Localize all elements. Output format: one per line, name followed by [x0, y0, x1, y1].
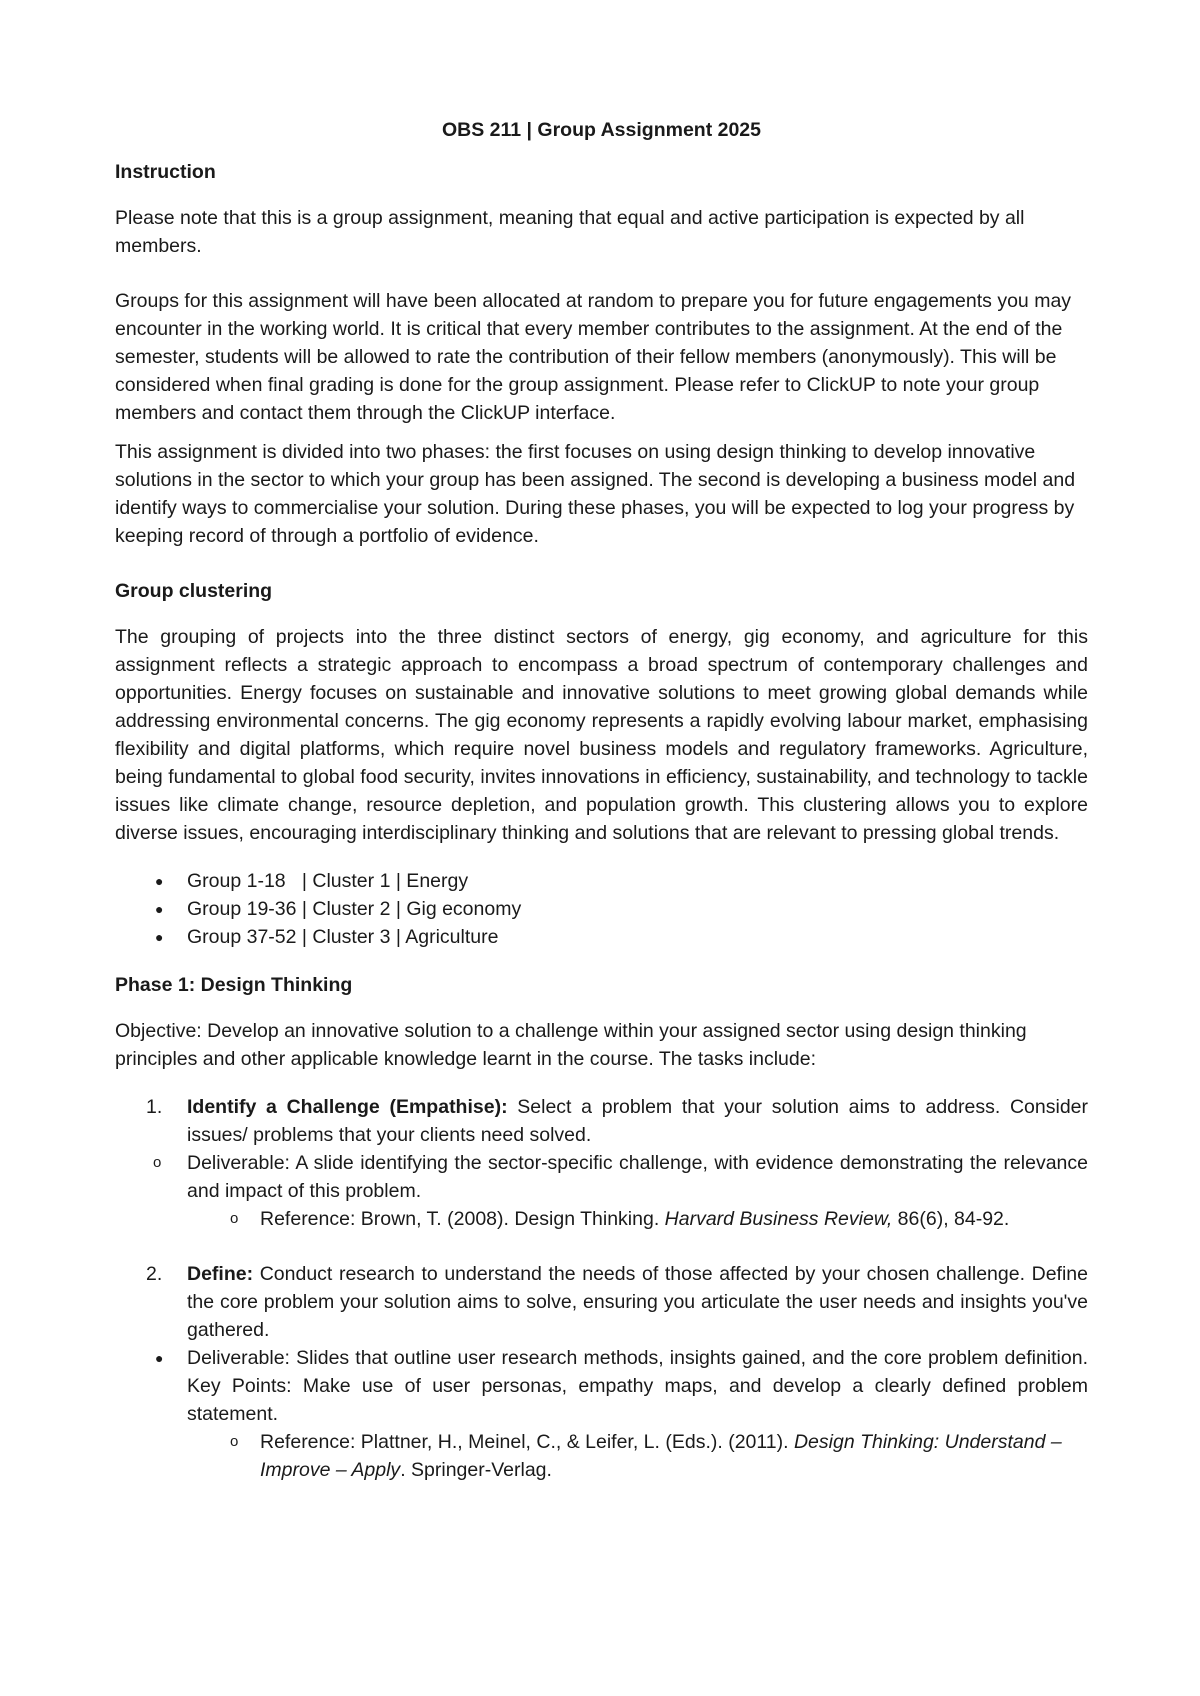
reference-suffix: 86(6), 84-92. — [892, 1208, 1010, 1230]
deliverable-item-1 — [115, 1149, 1088, 1205]
reference-book: Design Thinking: Understand – Improve – Apply — [260, 1431, 1062, 1481]
deliverable-label: Deliverable: — [187, 1347, 290, 1369]
reference-item-2 — [115, 1428, 1088, 1484]
reference-journal: Harvard Business Review, — [664, 1208, 893, 1230]
reference-text: Reference: Plattner, H., Meinel, C., & Leifer, L. (Eds.). (2011). — [260, 1431, 794, 1453]
reference-item-1 — [115, 1205, 1088, 1233]
item-number: 1. — [146, 1096, 163, 1118]
list-item: ● Group 1-18 | Cluster 1 | Energy — [115, 867, 1088, 895]
circle-bullet-icon: o — [153, 1154, 162, 1171]
bullet-icon: ● — [155, 873, 164, 889]
bullet-icon: ● — [155, 929, 164, 945]
reference-suffix: . Springer-Verlag. — [400, 1459, 552, 1481]
instruction-heading: Instruction — [115, 161, 216, 183]
circle-bullet-icon: o — [230, 1210, 239, 1227]
task-text: Conduct research to understand the needs of those affected by your chosen challenge. Define the core problem your solution aims to solve, ensuring you articulate the user needs and insights you've gathered. — [187, 1263, 1088, 1341]
task-item-1 — [115, 1093, 1088, 1149]
clustering-paragraph: The grouping of projects into the three distinct sectors of energy, gig economy, and agriculture for this assignment reflects a strategic approach to encompass a broad spectrum of contemporary challenges and opportunities. Energy focuses on sustainable and innovative solutions to meet growing global demands while addressing environmental concerns. The gig economy represents a rapidly evolving labour market, emphasising flexibility and digital platforms, which require novel business models and regulatory frameworks. Agriculture, being fundamental to global food security, invites innovations in efficiency, sustainability, and technology to tackle issues like climate change, resource depletion, and population growth. This clustering allows you to explore diverse issues, encouraging interdisciplinary thinking and solutions that are relevant to pressing global trends. — [115, 626, 1088, 844]
deliverable-label: Deliverable: — [187, 1152, 290, 1174]
phase1-heading: Phase 1: Design Thinking — [115, 974, 353, 996]
deliverable-text: Slides that outline user research methods, insights gained, and the core problem definition. Key Points: Make use of user personas, empathy maps, and develop a clearly defined problem statement. — [187, 1347, 1088, 1425]
deliverable-text: A slide identifying the sector-specific challenge, with evidence demonstrating the relevance and impact of this problem. — [187, 1152, 1088, 1202]
task-item-2 — [115, 1260, 1088, 1344]
instruction-paragraph-1: Please note that this is a group assignment, meaning that equal and active participation is expected by all members. — [115, 207, 1025, 257]
task-title: Define: — [187, 1263, 254, 1285]
instruction-paragraph-3: This assignment is divided into two phases: the first focuses on using design thinking to develop innovative solutions in the sector to which your group has been assigned. The second is developing a business model and identify ways to commercialise your solution. During these phases, you will be expected to log your progress by keeping record of through a portfolio of evidence. — [115, 441, 1076, 547]
clustering-heading: Group clustering — [115, 580, 273, 602]
phase1-objective: Objective: Develop an innovative solution to a challenge within your assigned sector using design thinking principles and other applicable knowledge learnt in the course. The tasks include: — [115, 1020, 1027, 1070]
list-item: ● Group 37-52 | Cluster 3 | Agriculture — [115, 923, 1088, 951]
reference-text: Reference: Brown, T. (2008). Design Thinking. — [260, 1208, 665, 1230]
item-number: 2. — [146, 1263, 163, 1285]
circle-bullet-icon: o — [230, 1433, 239, 1450]
document-title: OBS 211 | Group Assignment 2025 — [441, 119, 761, 141]
bullet-icon: ● — [155, 1350, 164, 1366]
bullet-icon: ● — [155, 901, 164, 917]
task-title: Identify a Challenge (Empathise): — [187, 1096, 508, 1118]
task-text: Select a problem that your solution aims to address. Consider issues/ problems that your clients need solved. — [187, 1096, 1089, 1146]
instruction-paragraph-2: Groups for this assignment will have been allocated at random to prepare you for future engagements you may encounter in the working world. It is critical that every member contributes to the assignment. At the end of the semester, students will be allowed to rate the contribution of their fellow members (anonymously). This will be considered when final grading is done for the group assignment. Please refer to ClickUP to note your group members and contact them through the ClickUP interface. — [115, 290, 1072, 424]
deliverable-item-2 — [115, 1344, 1088, 1428]
group-cluster-list — [115, 867, 1088, 951]
list-item: ● Group 19-36 | Cluster 2 | Gig economy — [115, 895, 1088, 923]
